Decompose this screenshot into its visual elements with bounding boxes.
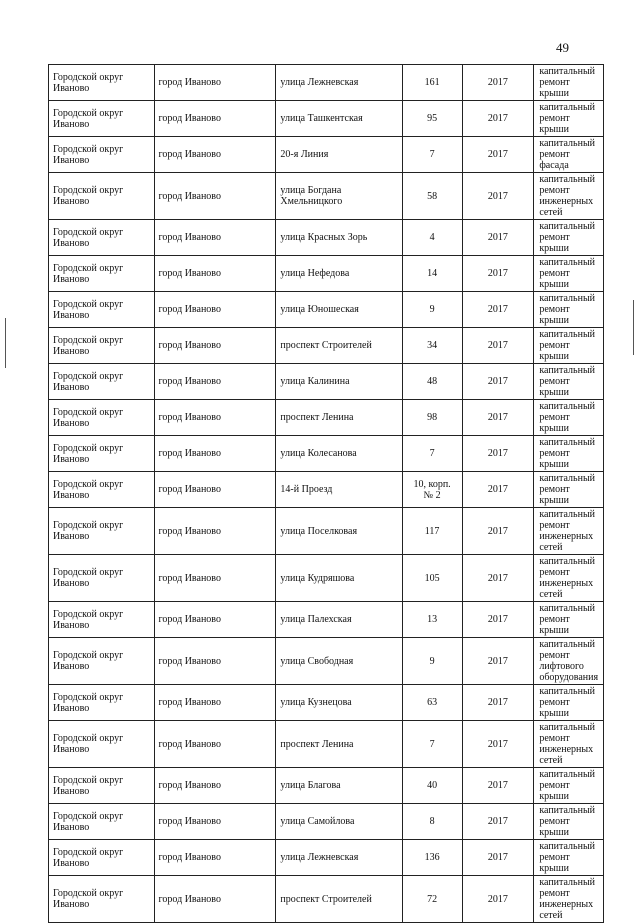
district-cell: Городской округ Иваново xyxy=(49,220,155,256)
year-cell: 2017 xyxy=(462,65,534,101)
house-number-cell: 8 xyxy=(402,804,462,840)
year-cell: 2017 xyxy=(462,638,534,685)
city-cell: город Иваново xyxy=(154,508,276,555)
work-type-cell: капитальный ремонт крыши xyxy=(534,472,604,508)
street-cell: улица Красных Зорь xyxy=(276,220,402,256)
district-cell: Городской округ Иваново xyxy=(49,328,155,364)
house-number-cell: 9 xyxy=(402,638,462,685)
work-type-cell: капитальный ремонт крыши xyxy=(534,292,604,328)
street-cell: 14-й Проезд xyxy=(276,472,402,508)
city-cell: город Иваново xyxy=(154,768,276,804)
district-cell: Городской округ Иваново xyxy=(49,508,155,555)
house-number-cell: 34 xyxy=(402,328,462,364)
city-cell: город Иваново xyxy=(154,721,276,768)
year-cell: 2017 xyxy=(462,804,534,840)
city-cell: город Иваново xyxy=(154,685,276,721)
street-cell: проспект Ленина xyxy=(276,721,402,768)
street-cell: улица Самойлова xyxy=(276,804,402,840)
house-number-cell: 117 xyxy=(402,508,462,555)
house-number-cell: 136 xyxy=(402,840,462,876)
city-cell: город Иваново xyxy=(154,292,276,328)
table-row xyxy=(49,721,604,768)
house-number-cell: 98 xyxy=(402,400,462,436)
house-number-cell: 161 xyxy=(402,65,462,101)
district-cell: Городской округ Иваново xyxy=(49,721,155,768)
year-cell: 2017 xyxy=(462,137,534,173)
street-cell: улица Нефедова xyxy=(276,256,402,292)
year-cell: 2017 xyxy=(462,768,534,804)
work-type-cell: капитальный ремонт крыши xyxy=(534,101,604,137)
work-type-cell: капитальный ремонт инженерных сетей xyxy=(534,721,604,768)
district-cell: Городской округ Иваново xyxy=(49,638,155,685)
district-cell: Городской округ Иваново xyxy=(49,256,155,292)
district-cell: Городской округ Иваново xyxy=(49,472,155,508)
year-cell: 2017 xyxy=(462,364,534,400)
table-row xyxy=(49,876,604,923)
table-row xyxy=(49,804,604,840)
house-number-cell: 7 xyxy=(402,137,462,173)
city-cell: город Иваново xyxy=(154,220,276,256)
street-cell: улица Юношеская xyxy=(276,292,402,328)
table-row xyxy=(49,328,604,364)
city-cell: город Иваново xyxy=(154,256,276,292)
table-row xyxy=(49,400,604,436)
work-type-cell: капитальный ремонт фасада xyxy=(534,137,604,173)
year-cell: 2017 xyxy=(462,292,534,328)
year-cell: 2017 xyxy=(462,508,534,555)
table-row xyxy=(49,685,604,721)
street-cell: проспект Строителей xyxy=(276,328,402,364)
table-row xyxy=(49,508,604,555)
house-number-cell: 14 xyxy=(402,256,462,292)
district-cell: Городской округ Иваново xyxy=(49,685,155,721)
table-row xyxy=(49,220,604,256)
city-cell: город Иваново xyxy=(154,436,276,472)
table-row xyxy=(49,256,604,292)
year-cell: 2017 xyxy=(462,400,534,436)
house-number-cell: 58 xyxy=(402,173,462,220)
street-cell: проспект Ленина xyxy=(276,400,402,436)
work-type-cell: капитальный ремонт крыши xyxy=(534,602,604,638)
district-cell: Городской округ Иваново xyxy=(49,173,155,220)
city-cell: город Иваново xyxy=(154,137,276,173)
city-cell: город Иваново xyxy=(154,555,276,602)
city-cell: город Иваново xyxy=(154,364,276,400)
work-type-cell: капитальный ремонт крыши xyxy=(534,768,604,804)
repair-schedule-table xyxy=(48,64,604,923)
city-cell: город Иваново xyxy=(154,638,276,685)
year-cell: 2017 xyxy=(462,721,534,768)
right-margin-mark xyxy=(633,300,634,355)
street-cell: улица Ташкентская xyxy=(276,101,402,137)
house-number-cell: 7 xyxy=(402,721,462,768)
street-cell: проспект Строителей xyxy=(276,876,402,923)
table-row xyxy=(49,173,604,220)
district-cell: Городской округ Иваново xyxy=(49,137,155,173)
year-cell: 2017 xyxy=(462,173,534,220)
table-row xyxy=(49,768,604,804)
street-cell: улица Колесанова xyxy=(276,436,402,472)
year-cell: 2017 xyxy=(462,555,534,602)
year-cell: 2017 xyxy=(462,256,534,292)
city-cell: город Иваново xyxy=(154,840,276,876)
district-cell: Городской округ Иваново xyxy=(49,602,155,638)
left-margin-mark xyxy=(5,318,6,368)
house-number-cell: 40 xyxy=(402,768,462,804)
page-number: 49 xyxy=(556,40,569,55)
work-type-cell: капитальный ремонт крыши xyxy=(534,65,604,101)
street-cell: улица Свободная xyxy=(276,638,402,685)
table-row xyxy=(49,65,604,101)
table-row xyxy=(49,436,604,472)
year-cell: 2017 xyxy=(462,840,534,876)
table-row xyxy=(49,555,604,602)
city-cell: город Иваново xyxy=(154,328,276,364)
house-number-cell: 105 xyxy=(402,555,462,602)
district-cell: Городской округ Иваново xyxy=(49,364,155,400)
house-number-cell: 95 xyxy=(402,101,462,137)
table-row xyxy=(49,137,604,173)
table-row xyxy=(49,638,604,685)
city-cell: город Иваново xyxy=(154,173,276,220)
work-type-cell: капитальный ремонт крыши xyxy=(534,685,604,721)
house-number-cell: 4 xyxy=(402,220,462,256)
street-cell: улица Лежневская xyxy=(276,65,402,101)
work-type-cell: капитальный ремонт инженерных сетей xyxy=(534,508,604,555)
house-number-cell: 10, корп. № 2 xyxy=(402,472,462,508)
house-number-cell: 7 xyxy=(402,436,462,472)
city-cell: город Иваново xyxy=(154,804,276,840)
table-row xyxy=(49,101,604,137)
table-body xyxy=(49,65,604,923)
district-cell: Городской округ Иваново xyxy=(49,555,155,602)
house-number-cell: 9 xyxy=(402,292,462,328)
district-cell: Городской округ Иваново xyxy=(49,65,155,101)
year-cell: 2017 xyxy=(462,876,534,923)
work-type-cell: капитальный ремонт крыши xyxy=(534,804,604,840)
work-type-cell: капитальный ремонт лифтового оборудования xyxy=(534,638,604,685)
house-number-cell: 48 xyxy=(402,364,462,400)
table-row xyxy=(49,364,604,400)
city-cell: город Иваново xyxy=(154,472,276,508)
city-cell: город Иваново xyxy=(154,400,276,436)
year-cell: 2017 xyxy=(462,602,534,638)
street-cell: улица Благова xyxy=(276,768,402,804)
city-cell: город Иваново xyxy=(154,101,276,137)
street-cell: улица Кудряшова xyxy=(276,555,402,602)
house-number-cell: 13 xyxy=(402,602,462,638)
year-cell: 2017 xyxy=(462,101,534,137)
work-type-cell: капитальный ремонт инженерных сетей xyxy=(534,173,604,220)
work-type-cell: капитальный ремонт инженерных сетей xyxy=(534,555,604,602)
district-cell: Городской округ Иваново xyxy=(49,101,155,137)
street-cell: улица Богдана Хмельницкого xyxy=(276,173,402,220)
street-cell: улица Поселковая xyxy=(276,508,402,555)
district-cell: Городской округ Иваново xyxy=(49,436,155,472)
year-cell: 2017 xyxy=(462,685,534,721)
city-cell: город Иваново xyxy=(154,65,276,101)
district-cell: Городской округ Иваново xyxy=(49,768,155,804)
street-cell: 20-я Линия xyxy=(276,137,402,173)
table-row xyxy=(49,602,604,638)
work-type-cell: капитальный ремонт крыши xyxy=(534,436,604,472)
district-cell: Городской округ Иваново xyxy=(49,876,155,923)
street-cell: улица Кузнецова xyxy=(276,685,402,721)
year-cell: 2017 xyxy=(462,328,534,364)
work-type-cell: капитальный ремонт крыши xyxy=(534,220,604,256)
city-cell: город Иваново xyxy=(154,602,276,638)
house-number-cell: 63 xyxy=(402,685,462,721)
table-row xyxy=(49,472,604,508)
table-row xyxy=(49,292,604,328)
work-type-cell: капитальный ремонт крыши xyxy=(534,328,604,364)
street-cell: улица Калинина xyxy=(276,364,402,400)
work-type-cell: капитальный ремонт крыши xyxy=(534,400,604,436)
year-cell: 2017 xyxy=(462,436,534,472)
work-type-cell: капитальный ремонт крыши xyxy=(534,256,604,292)
street-cell: улица Лежневская xyxy=(276,840,402,876)
table-row xyxy=(49,840,604,876)
work-type-cell: капитальный ремонт крыши xyxy=(534,840,604,876)
year-cell: 2017 xyxy=(462,220,534,256)
year-cell: 2017 xyxy=(462,472,534,508)
house-number-cell: 72 xyxy=(402,876,462,923)
district-cell: Городской округ Иваново xyxy=(49,400,155,436)
street-cell: улица Палехская xyxy=(276,602,402,638)
district-cell: Городской округ Иваново xyxy=(49,840,155,876)
district-cell: Городской округ Иваново xyxy=(49,804,155,840)
work-type-cell: капитальный ремонт крыши xyxy=(534,364,604,400)
city-cell: город Иваново xyxy=(154,876,276,923)
district-cell: Городской округ Иваново xyxy=(49,292,155,328)
work-type-cell: капитальный ремонт инженерных сетей xyxy=(534,876,604,923)
